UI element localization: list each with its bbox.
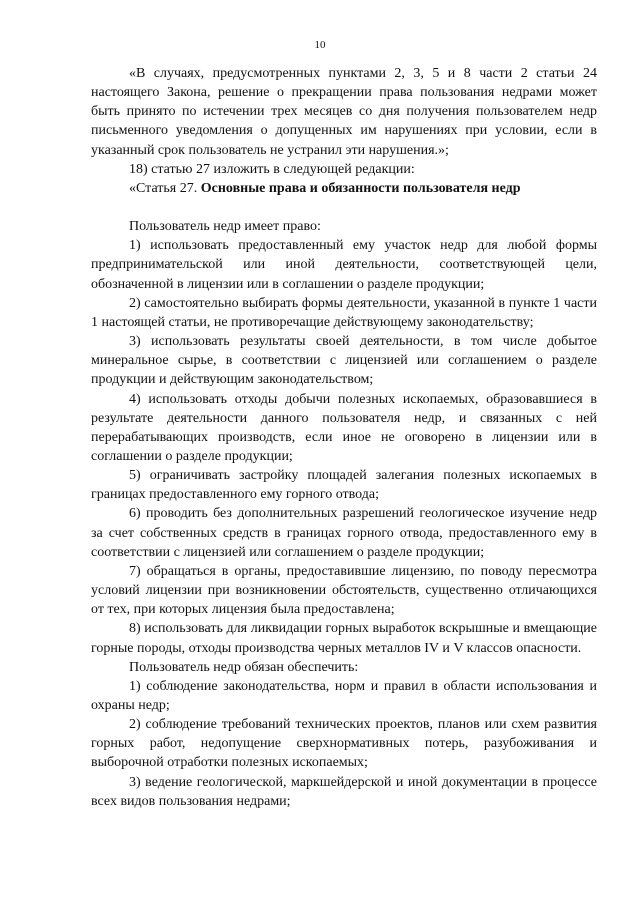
- paragraph-duty-1: 1) соблюдение законодательства, норм и правил в области использования и охраны недр;: [91, 678, 597, 713]
- paragraph-right-2: 2) самостоятельно выбирать формы деятельности, указанной в пункте 1 части 1 настоящей статьи, не противоречащие действующему законодательству;: [91, 295, 597, 330]
- paragraph-item-18: 18) статью 27 изложить в следующей редакции:: [129, 161, 415, 177]
- article-heading-prefix: «Статья 27.: [129, 180, 201, 196]
- paragraph-duties-intro: Пользователь недр обязан обеспечить:: [129, 659, 359, 675]
- paragraph-right-6: 6) проводить без дополнительных разрешений геологическое изучение недр за счет собственных средств в границах горного отвода, предоставленного ему в соответствии с лицензией или соглашением о разделе продукции;: [91, 506, 597, 560]
- paragraph-duty-3: 3) ведение геологической, маркшейдерской и иной документации в процессе всех видов пользования недрами;: [91, 774, 597, 809]
- paragraph-rights-intro: Пользователь недр имеет право:: [129, 219, 321, 235]
- document-body: [91, 64, 597, 811]
- article-heading-title: Основные права и обязанности пользователя недр: [200, 180, 521, 196]
- paragraph-right-3: 3) использовать результаты своей деятельности, в том числе добытое минеральное сырье, в соответствии с лицензией или соглашением о разделе продукции и действующим законодательством;: [91, 334, 597, 388]
- paragraph-right-5: 5) ограничивать застройку площадей залегания полезных ископаемых в границах предоставленного ему горного отвода;: [91, 468, 597, 503]
- paragraph-right-7: 7) обращаться в органы, предоставившие лицензию, по поводу пересмотра условий лицензии при возникновении обстоятельств, существенно отличающихся от тех, при которых лицензия была предоставлена;: [91, 563, 597, 618]
- paragraph-quote-close: «В случаях, предусмотренных пунктами 2, 3, 5 и 8 части 2 статьи 24 настоящего Закона, решение о прекращении права пользования недрами может быть принято по истечении трех месяцев со дня получения пользователем недр письменного уведомления о допущенных им нарушениях при условии, если в указанный срок пользователь не устранил эти нарушения.»;: [91, 66, 597, 158]
- paragraph-right-8: 8) использовать для ликвидации горных выработок вскрышные и вмещающие горные породы, отходы производства черных металлов IV и V классов опасности.: [91, 621, 597, 656]
- page-number: 10: [314, 39, 326, 51]
- article-heading: [91, 179, 597, 198]
- paragraph-right-1: 1) использовать предоставленный ему участок недр для любой формы предпринимательской или иной деятельности, соответствующей цели, обозначенной в лицензии или в соглашении о разделе продукции;: [91, 238, 597, 292]
- paragraph-right-4: 4) использовать отходы добычи полезных ископаемых, образовавшиеся в результате деятельности данного пользователя недр, и связанных с ней перерабатывающих производств, если иное не оговорено в лицензии или в соглашении о разделе продукции;: [91, 391, 597, 464]
- paragraph-duty-2: 2) соблюдение требований технических проектов, планов или схем развития горных работ, недопущение сверхнормативных потерь, разубоживания и выборочной отработки полезных ископаемых;: [91, 717, 597, 771]
